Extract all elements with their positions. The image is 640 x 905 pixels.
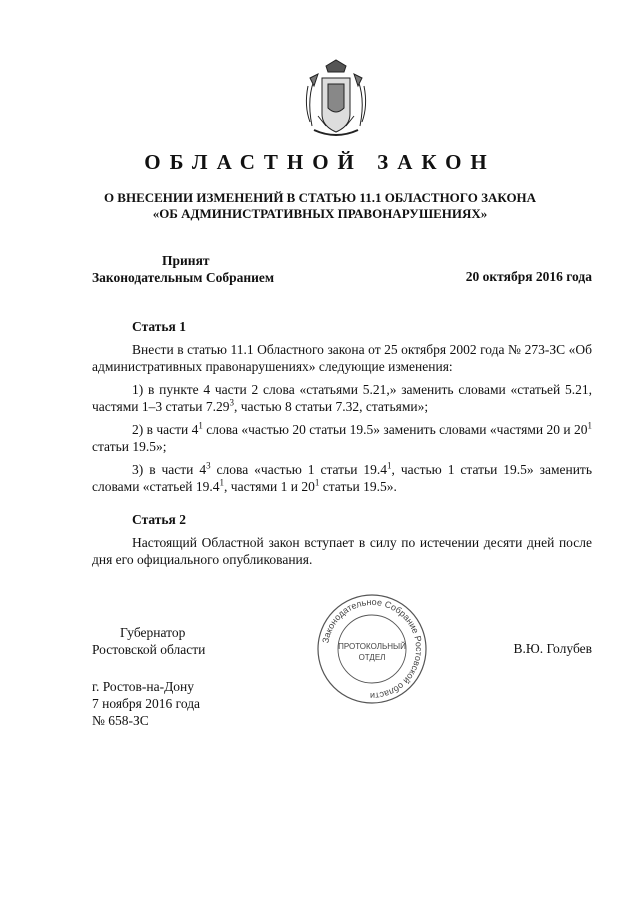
signatory-region: Ростовской области [92,642,206,657]
coat-of-arms-icon [296,56,376,144]
signatory-title: Губернатор [120,625,186,640]
article-1-heading: Статья 1 [132,319,186,334]
subtitle-line-2: «ОБ АДМИНИСТРАТИВНЫХ ПРАВОНАРУШЕНИЯХ» [152,206,488,221]
place-and-date [92,678,200,729]
article-2-text: Настоящий Областной закон вступает в силу по истечении десяти дней после дня его официального опубликования. [92,535,592,567]
document-subtitle [0,190,640,222]
law-number: № 658-ЗС [92,713,149,728]
document-title: ОБЛАСТНОЙ ЗАКОН [144,150,496,174]
article-1-item-2: 2) в части $4^1$ слова «частью 20 статьи 19.5» заменить словами «частями 20 и $20^1$ статьи 19.5»; [92,420,592,454]
seal-ring-text: Законодательное Собрание Ростовской области [320,596,425,702]
adopted-by [92,252,274,286]
city: г. Ростов-на-Дону [92,679,195,694]
seal-center-line-2: ОТДЕЛ [358,653,386,662]
law-body [92,318,592,574]
adopted-body: Законодательным Собранием [92,270,275,285]
official-seal-icon [316,593,428,705]
subtitle-line-1: О ВНЕСЕНИИ ИЗМЕНЕНИЙ В СТАТЬЮ 11.1 ОБЛАСТНОГО ЗАКОНА [103,190,537,205]
article-2-heading: Статья 2 [132,512,186,527]
article-1-intro: Внести в статью 11.1 Областного закона от 25 октября 2002 года № 273-ЗС «Об административных правонарушениях» следующие изменения: [92,342,592,374]
signatory-name: В.Ю. Голубев [513,641,592,656]
adopted-date: 20 октября 2016 года [465,269,592,284]
signatory-position [92,624,205,658]
article-1-item-3: 3) в части $4^3$ слова «частью 1 статьи 19.4$^1$, частью 1 статьи 19.5» заменить словами «статьей 19.4$^1$, частями 1 и $20^1$ статьи 19.5». [92,460,592,494]
seal-center-line-1: ПРОТОКОЛЬНЫЙ [338,642,406,651]
article-1-item-1: 1) в пункте 4 части 2 слова «статьями 5.21,» заменить словами «статьей 5.21, частями 1–3 статьи 7.29$^3$, частью 8 статьи 7.32, статьями»; [92,382,592,414]
adopted-label: Принят [162,253,210,268]
signing-date: 7 ноября 2016 года [92,696,201,711]
